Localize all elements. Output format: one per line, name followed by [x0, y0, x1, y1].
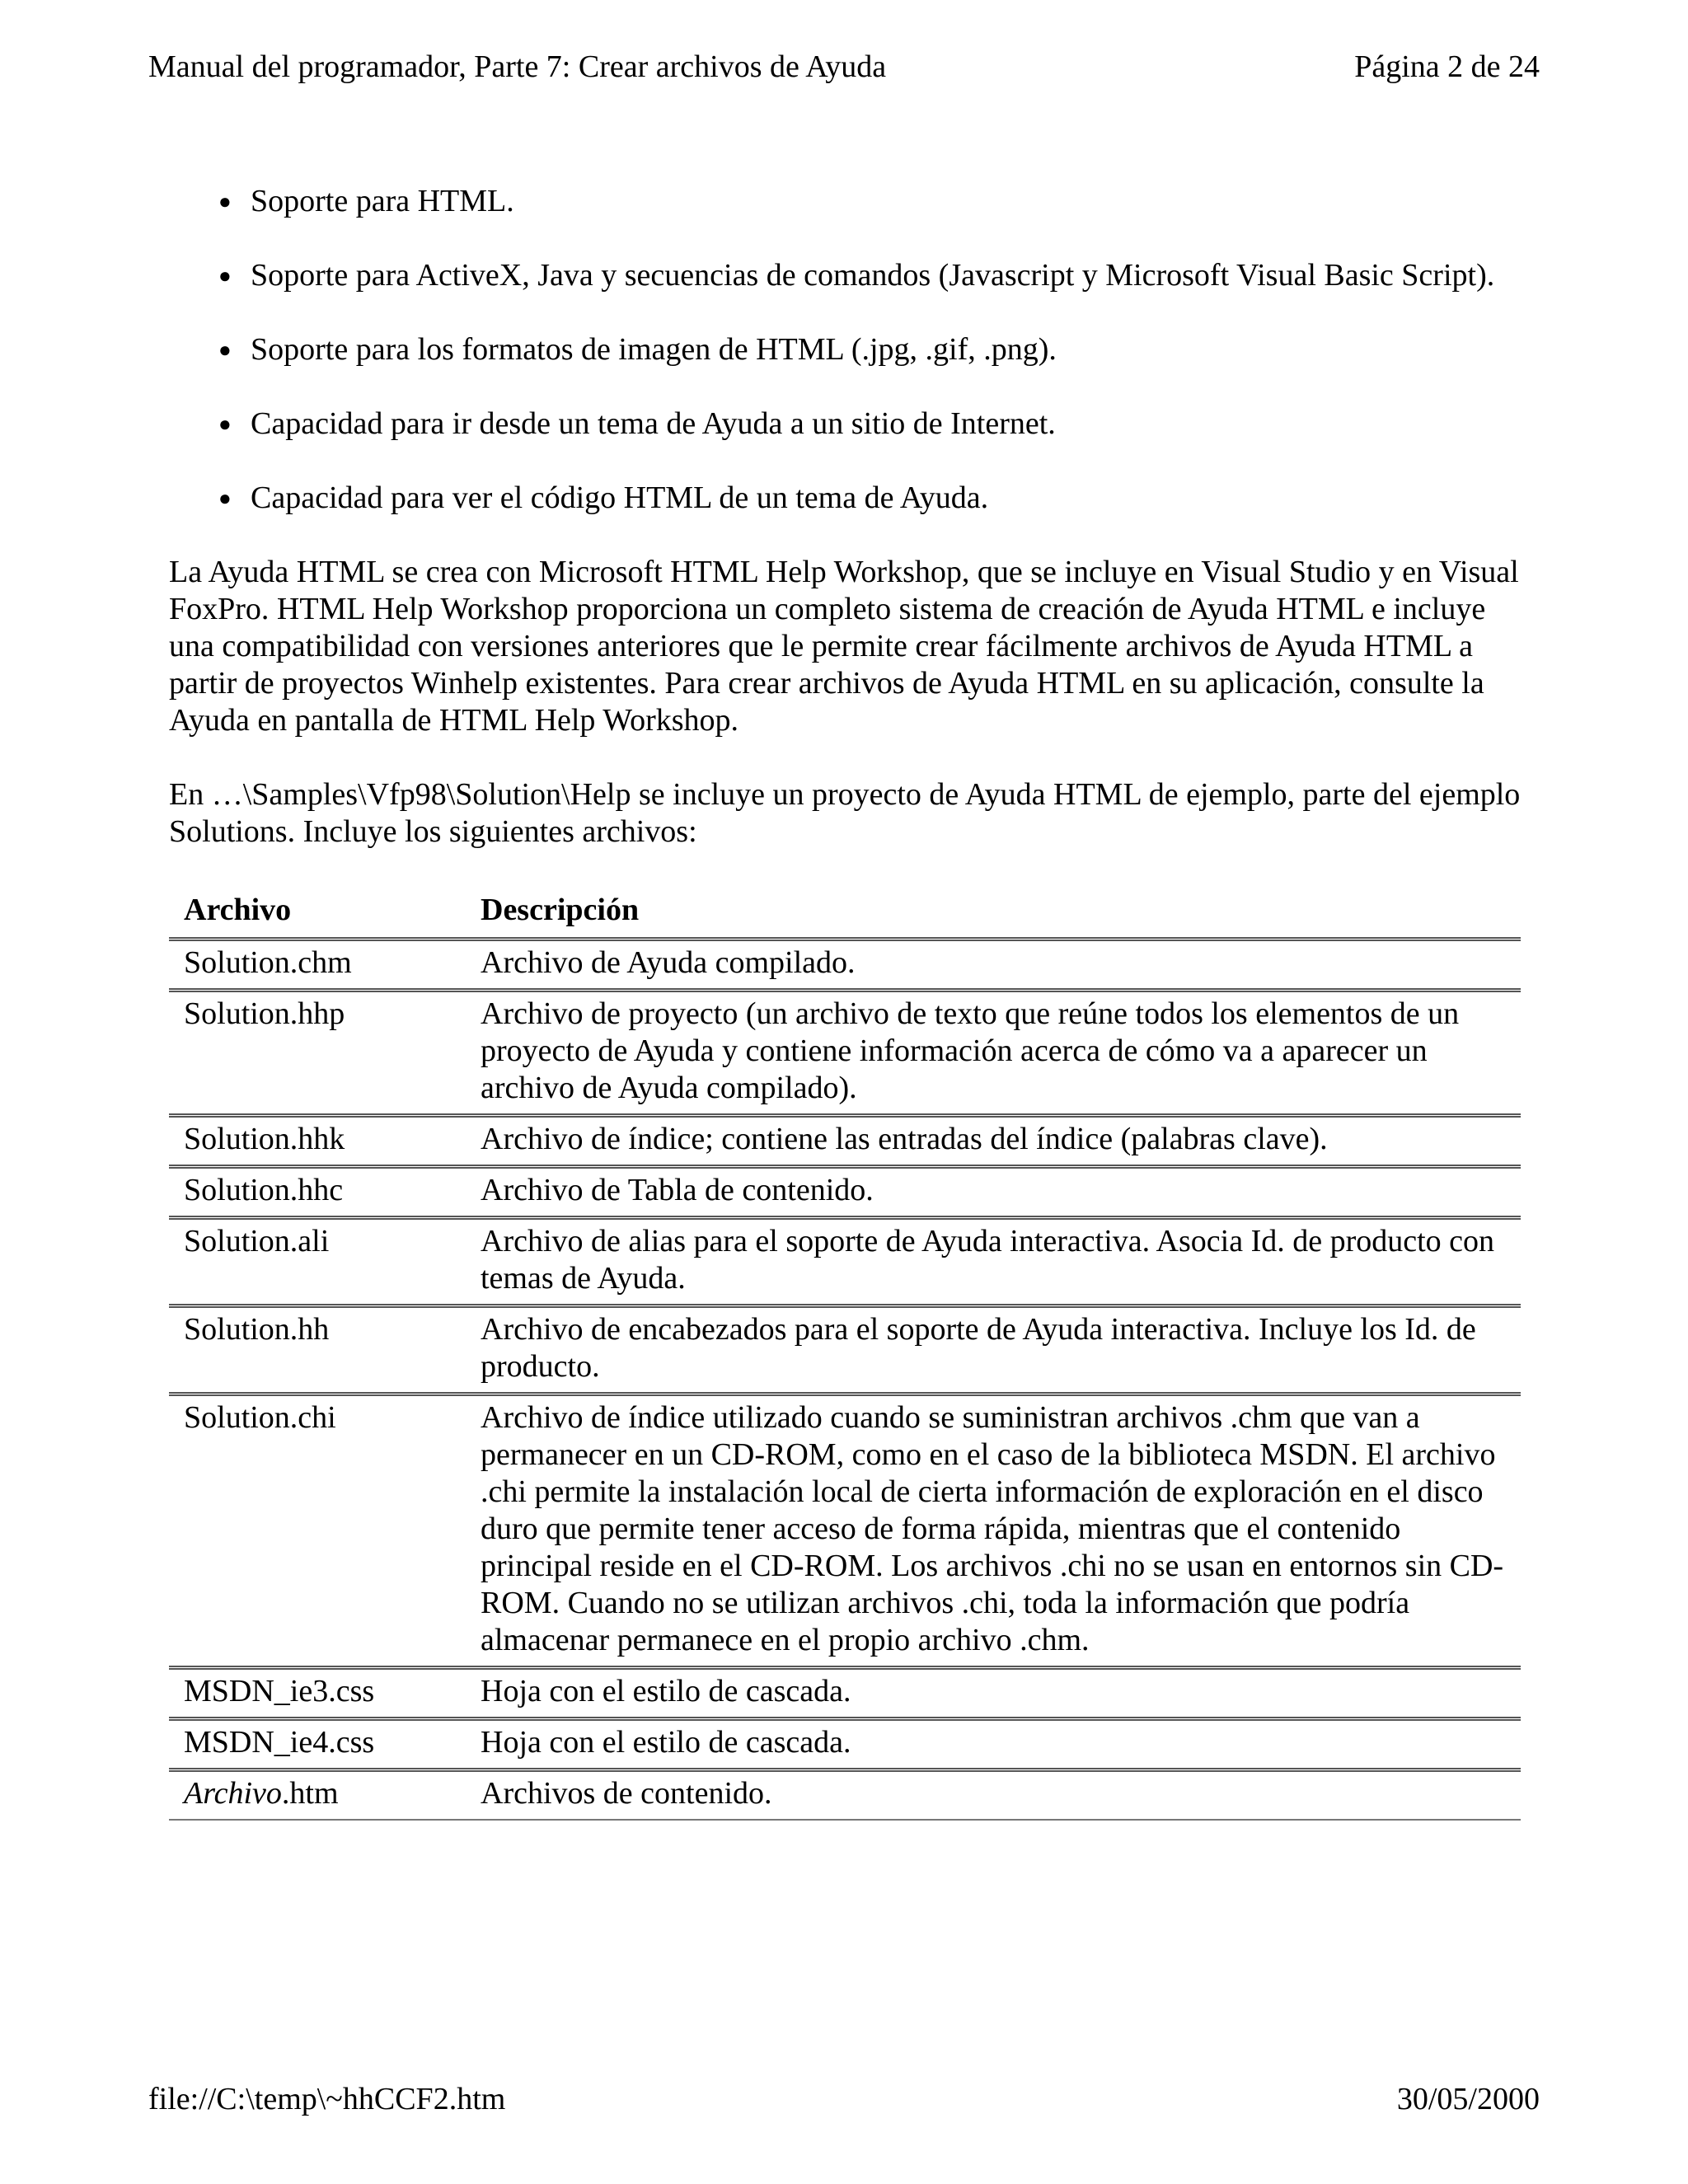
table-row [169, 1116, 1521, 1167]
table-row [169, 1218, 1521, 1306]
table-row [169, 1167, 1521, 1218]
list-item: ● Capacidad para ir desde un tema de Ayuda a un sitio de Internet. [218, 406, 1056, 441]
list-item: ● Capacidad para ver el código HTML de un tema de Ayuda. [218, 480, 989, 515]
page-header [148, 46, 1540, 87]
column-header-file: Archivo [184, 893, 292, 927]
table-row [169, 940, 1521, 991]
table-row [169, 991, 1521, 1116]
list-item: ● Soporte para HTML. [218, 184, 514, 218]
column-header-description: Descripción [481, 893, 640, 927]
file-description: Archivo de Tabla de contenido. [481, 1173, 874, 1207]
file-description: Archivo de proyecto (un archivo de texto que reúne todos los elementos de un proyecto de Ayuda y contiene información acerca de cómo va a aparecer un archivo de Ayuda compilado). [481, 996, 1460, 1105]
file-description: Archivos de contenido. [481, 1776, 772, 1811]
bullet-icon: ● [218, 486, 232, 510]
table-header-row [169, 888, 1521, 940]
page-number: Página 2 de 24 [1354, 49, 1540, 84]
table-row [169, 1668, 1521, 1719]
file-description: Archivo de índice utilizado cuando se suministran archivos .chm que van a permanecer en un CD-ROM, como en el caso de la biblioteca MSDN. El archivo .chi permite la instalación local de cierta información de exploración en el disco duro que permite tener acceso de forma rápida, mientras que el contenido principal reside en el CD-ROM. Los archivos .chi no se usan en entornos sin CD-ROM. Cuando no se utilizan archivos .chi, toda la información que podría almacenar permanece en el propio archivo .chm. [481, 1400, 1504, 1657]
file-description: Hoja con el estilo de cascada. [481, 1674, 851, 1708]
file-description: Archivo de Ayuda compilado. [481, 945, 856, 980]
file-description: Archivo de encabezados para el soporte de Ayuda interactiva. Incluye los Id. de producto. [481, 1312, 1476, 1384]
paragraph-sample: En …\Samples\Vfp98\Solution\Help se incluye un proyecto de Ayuda HTML de ejemplo, parte del ejemplo Solutions. Incluye los siguientes archivos: [169, 777, 1521, 849]
file-description: Archivo de alias para el soporte de Ayuda interactiva. Asocia Id. de producto con temas de Ayuda. [481, 1224, 1495, 1296]
file-path: file://C:\temp\~hhCCF2.htm [148, 2082, 506, 2116]
bullet-icon: ● [218, 264, 232, 288]
bullet-icon: ● [218, 338, 232, 362]
file-description: Archivo de índice; contiene las entradas del índice (palabras clave). [481, 1122, 1328, 1156]
print-date: 30/05/2000 [1396, 2082, 1540, 2116]
list-item: ● Soporte para los formatos de imagen de HTML (.jpg, .gif, .png). [218, 332, 1057, 367]
document-body [169, 183, 1521, 1821]
files-table [169, 888, 1521, 1821]
file-name: Solution.chi [184, 1400, 336, 1435]
table-row [169, 1719, 1521, 1770]
file-name: Solution.hhc [184, 1173, 344, 1207]
paragraph-intro: La Ayuda HTML se crea con Microsoft HTML Help Workshop, que se incluye en Visual Studio y en Visual FoxPro. HTML Help Workshop proporciona un completo sistema de creación de Ayuda HTML e incluye una compatibilidad con versiones anteriores que le permite crear fácilmente archivos de Ayuda HTML a partir de proyectos Winhelp existentes. Para crear archivos de Ayuda HTML en su aplicación, consulte la Ayuda en pantalla de HTML Help Workshop. [169, 555, 1519, 738]
table-row [169, 1770, 1521, 1821]
list-item: ● Soporte para ActiveX, Java y secuencias de comandos (Javascript y Microsoft Visual Basic Script). [218, 258, 1495, 293]
file-name: Archivo.htm [184, 1776, 339, 1811]
file-name: Solution.ali [184, 1224, 330, 1258]
file-name: Solution.hhk [184, 1122, 345, 1156]
table-row [169, 1394, 1521, 1668]
page-footer [148, 2079, 1540, 2120]
file-name: Solution.hhp [184, 996, 345, 1031]
bullet-icon: ● [218, 190, 232, 213]
document-title: Manual del programador, Parte 7: Crear archivos de Ayuda [148, 49, 887, 84]
file-name: MSDN_ie3.css [184, 1674, 375, 1708]
file-description: Hoja con el estilo de cascada. [481, 1725, 851, 1760]
bullet-icon: ● [218, 412, 232, 436]
file-name: Solution.hh [184, 1312, 330, 1347]
file-name: MSDN_ie4.css [184, 1725, 375, 1760]
file-name: Solution.chm [184, 945, 352, 980]
feature-list [169, 183, 1521, 517]
table-row [169, 1306, 1521, 1394]
